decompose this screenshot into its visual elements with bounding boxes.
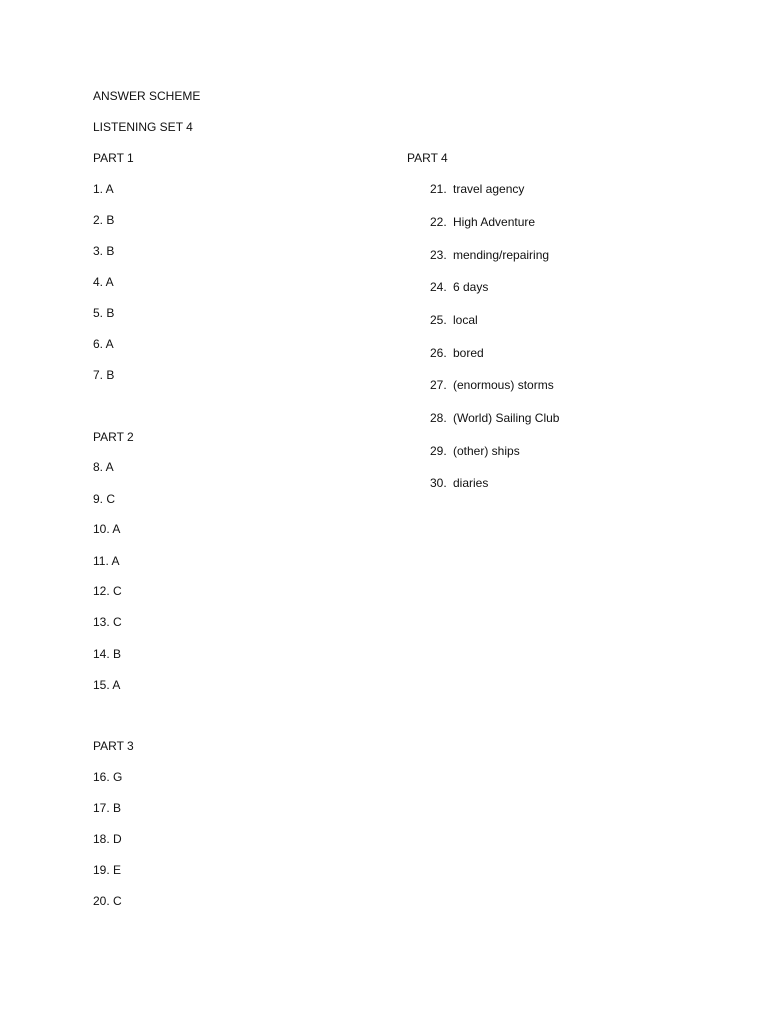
answer-item: 11. A: [93, 554, 120, 568]
answer-item: 18. D: [93, 832, 122, 846]
item-number: 26.: [430, 346, 447, 360]
answer-item: 16. G: [93, 770, 123, 784]
item-number: 30.: [430, 476, 447, 490]
answer-item: 4. A: [93, 275, 114, 289]
item-answer: High Adventure: [453, 215, 536, 229]
item-number: 24.: [430, 280, 447, 294]
answer-item: 10. A: [93, 522, 121, 536]
answer-item: 8. A: [93, 460, 114, 474]
document-subtitle: LISTENING SET 4: [93, 120, 193, 134]
answer-item: 17. B: [93, 801, 122, 815]
answer-item: 6. A: [93, 337, 114, 351]
item-number: 21.: [430, 182, 447, 196]
answer-item: 20. C: [93, 894, 122, 908]
item-number: 28.: [430, 411, 447, 425]
item-answer: (other) ships: [453, 444, 520, 458]
item-answer: bored: [453, 346, 484, 360]
answer-item: 3. B: [93, 244, 115, 258]
answer-item: 19. E: [93, 863, 122, 877]
answer-item: 2. B: [93, 213, 115, 227]
answer-item: 14. B: [93, 647, 122, 661]
answer-item: 13. C: [93, 615, 122, 629]
answer-item: 15. A: [93, 678, 121, 692]
part4-heading: PART 4: [407, 151, 448, 165]
item-number: 29.: [430, 444, 447, 458]
item-answer: diaries: [453, 476, 489, 490]
item-answer: mending/repairing: [453, 248, 550, 262]
item-number: 25.: [430, 313, 447, 327]
item-answer: 6 days: [453, 280, 489, 294]
part3-heading: PART 3: [93, 739, 134, 753]
item-number: 27.: [430, 378, 447, 392]
document-title: ANSWER SCHEME: [93, 89, 201, 103]
item-number: 23.: [430, 248, 447, 262]
answer-item: 5. B: [93, 306, 115, 320]
answer-item: 12. C: [93, 584, 122, 598]
item-number: 22.: [430, 215, 447, 229]
answer-item: 7. B: [93, 368, 115, 382]
item-answer: local: [453, 313, 478, 327]
item-answer: (enormous) storms: [453, 378, 554, 392]
item-answer: (World) Sailing Club: [453, 411, 560, 425]
part2-heading: PART 2: [93, 430, 134, 444]
item-answer: travel agency: [453, 182, 525, 196]
answer-item: 1. A: [93, 182, 114, 196]
answer-item: 9. C: [93, 492, 116, 506]
part1-heading: PART 1: [93, 151, 134, 165]
